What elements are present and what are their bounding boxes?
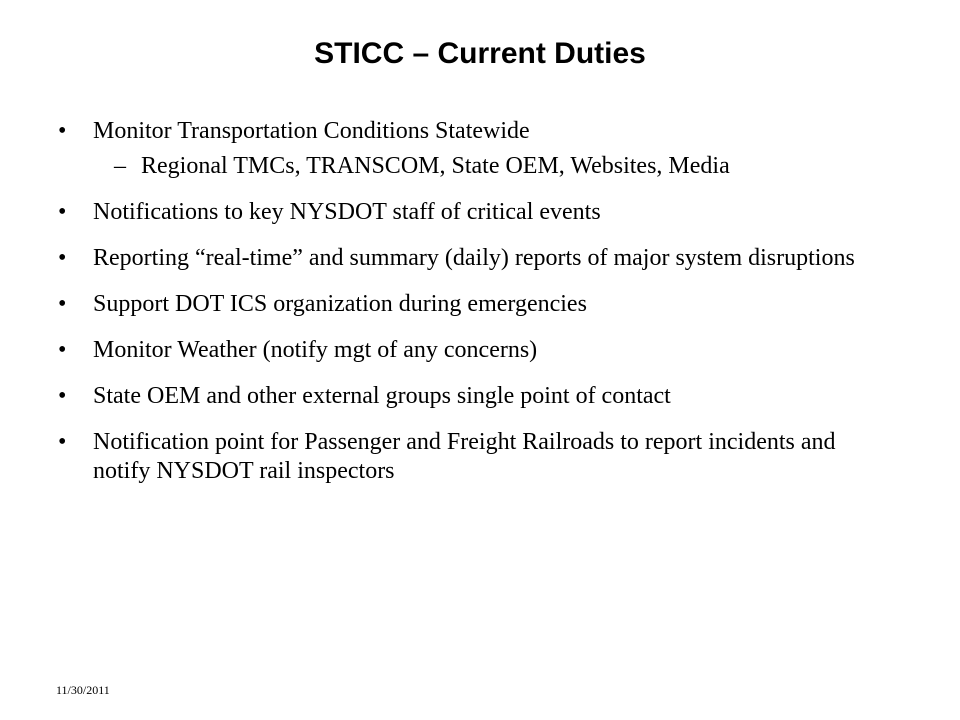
list-item-text: Monitor Weather (notify mgt of any concerns) — [93, 337, 538, 363]
dash-icon: – — [114, 153, 126, 179]
list-item-text: Notification point for Passenger and Freight Railroads to report incidents and notify NYSDOT rail inspectors — [93, 429, 836, 484]
bullet-icon: • — [58, 118, 67, 144]
sub-list-item — [93, 152, 896, 181]
footer-date: 11/30/2011 — [56, 683, 110, 697]
list-item — [56, 336, 896, 365]
bullet-icon: • — [58, 337, 67, 363]
list-item-text: Support DOT ICS organization during emergencies — [93, 291, 587, 317]
bullet-icon: • — [58, 199, 67, 225]
list-item — [56, 198, 896, 227]
list-item-text: State OEM and other external groups single point of contact — [93, 383, 671, 409]
list-item — [56, 290, 896, 319]
list-item-text: Notifications to key NYSDOT staff of critical events — [93, 199, 601, 225]
list-item — [56, 244, 896, 273]
sub-list-item-text: Regional TMCs, TRANSCOM, State OEM, Websites, Media — [141, 153, 730, 179]
list-item-text: Reporting “real-time” and summary (daily) reports of major system disruptions — [93, 245, 855, 271]
bullet-icon: • — [58, 291, 67, 317]
list-item — [56, 117, 896, 181]
bullet-icon: • — [58, 429, 67, 455]
bullet-icon: • — [58, 245, 67, 271]
bullet-icon: • — [58, 383, 67, 409]
list-item — [56, 428, 896, 486]
sub-list — [93, 152, 896, 181]
list-item-text: Monitor Transportation Conditions Statewide — [93, 118, 530, 144]
bullet-list — [56, 117, 896, 503]
list-item — [56, 382, 896, 411]
slide-title: STICC – Current Duties — [314, 37, 646, 70]
